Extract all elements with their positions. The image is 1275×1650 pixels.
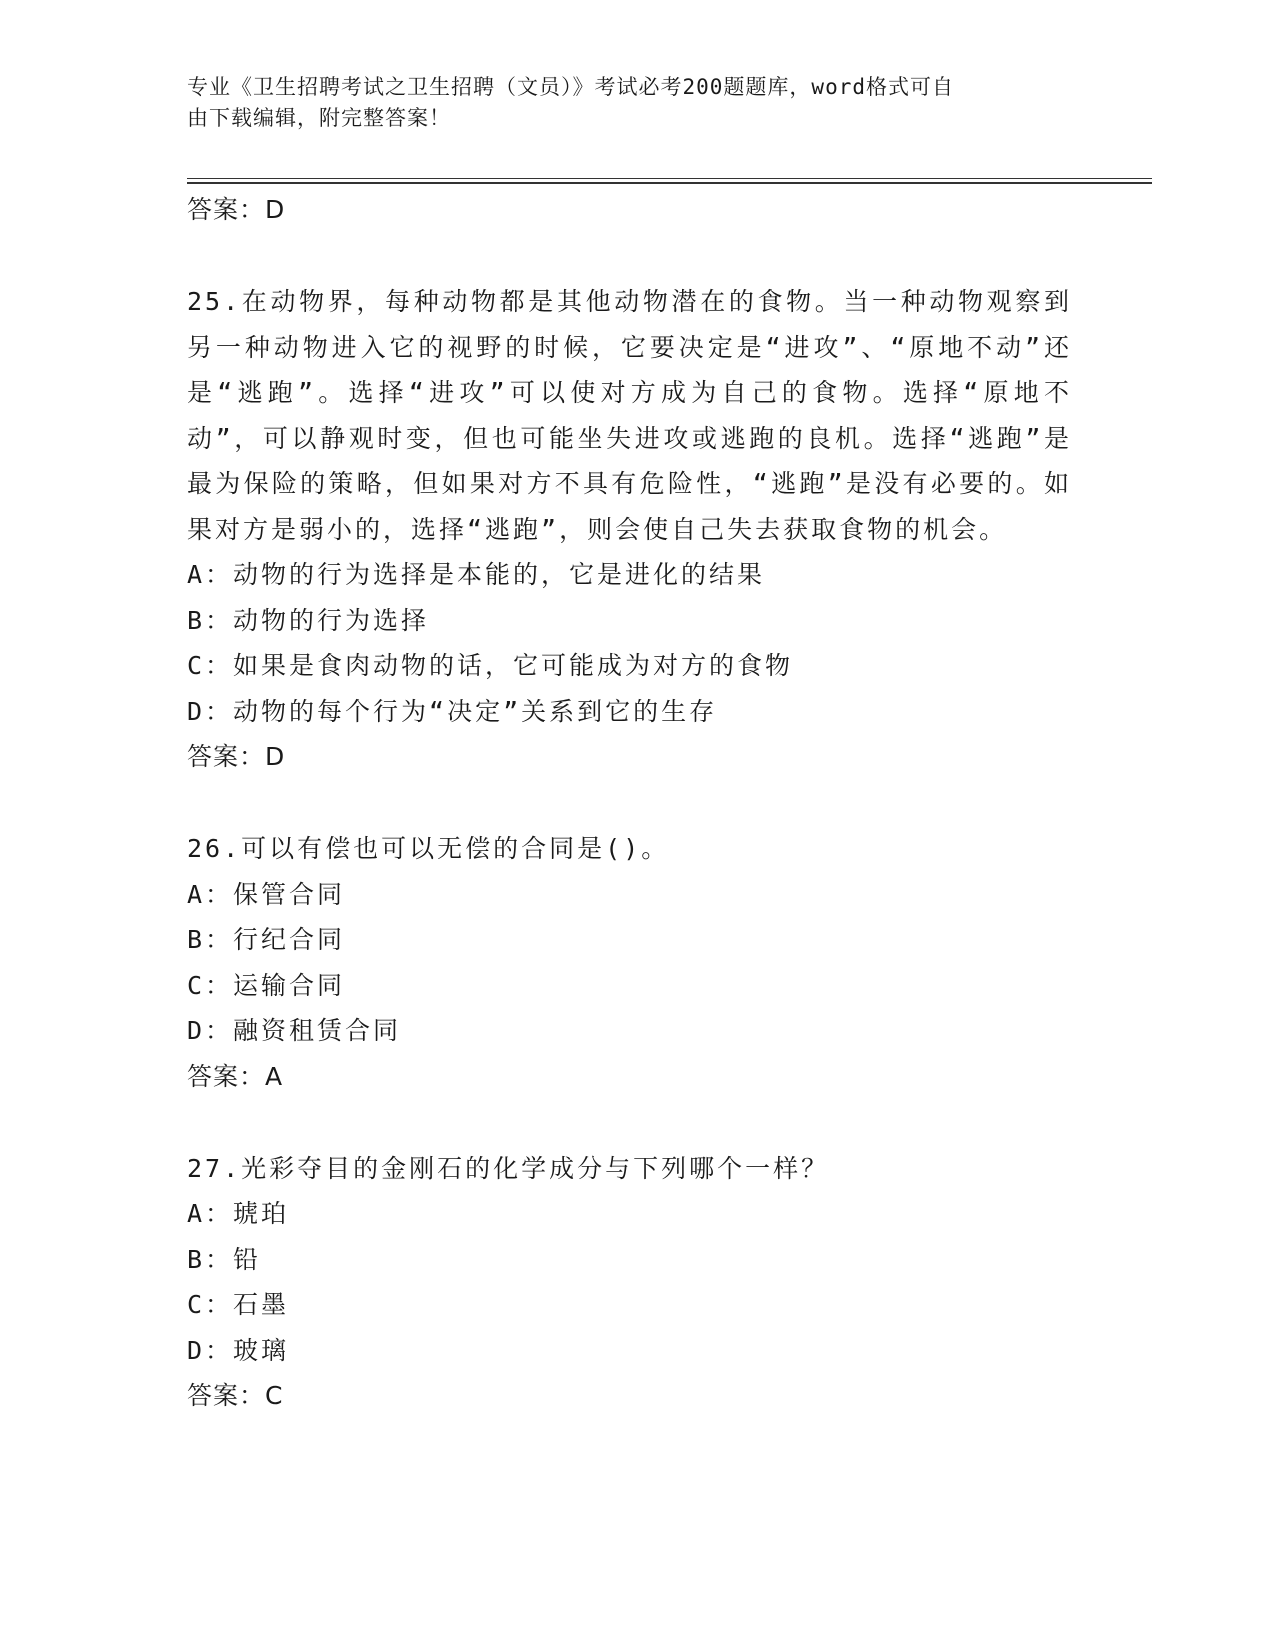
option-d: D：融资租赁合同 — [187, 1016, 402, 1045]
option-c: C：如果是食肉动物的话，它可能成为对方的食物 — [187, 651, 794, 680]
spacer — [187, 780, 1087, 826]
option-d: D：玻璃 — [187, 1335, 290, 1365]
option-b: B：动物的行为选择 — [187, 605, 430, 635]
answer-line: 答案：C — [187, 1381, 284, 1410]
question-list — [187, 187, 1087, 1419]
question-25 — [187, 279, 1087, 780]
question-stem: 25.在动物界，每种动物都是其他动物潜在的食物。当一种动物观察到另一种动物进入它的视野的时候，它要决定是“进攻”、“原地不动”还是“逃跑”。选择“进攻”可以使对方成为自己的食物。选择“原地不动”，可以静观时变，但也可能坐失进攻或逃跑的良机。选择“逃跑”是最为保险的策略，但如果对方不具有危险性，“逃跑”是没有必要的。如果对方是弱小的，选择“逃跑”，则会使自己失去获取食物的机会。 — [187, 287, 1072, 544]
page-header — [187, 72, 1067, 134]
option-a: A：保管合同 — [187, 879, 346, 909]
option-b: B：行纪合同 — [187, 925, 346, 954]
option-b: B：铅 — [187, 1244, 262, 1274]
option-c: C：石墨 — [187, 1290, 290, 1319]
option-a: A：琥珀 — [187, 1199, 290, 1228]
answer-line: 答案：A — [187, 1061, 284, 1091]
question-stem: 26.可以有偿也可以无偿的合同是()。 — [187, 834, 670, 863]
option-a: A：动物的行为选择是本能的，它是进化的结果 — [187, 560, 766, 589]
header-line-1: 专业《卫生招聘考试之卫生招聘（文员）》考试必考200题题库，word格式可自 — [187, 75, 954, 99]
header-line-2: 由下载编辑，附完整答案！ — [187, 106, 451, 130]
question-27 — [187, 1146, 1087, 1420]
question-stem: 27.光彩夺目的金刚石的化学成分与下列哪个一样？ — [187, 1153, 830, 1183]
header-rule-thick — [187, 182, 1152, 184]
option-d: D：动物的每个行为“决定”关系到它的生存 — [187, 696, 718, 726]
spacer — [187, 1100, 1087, 1146]
previous-answer: 答案：D — [187, 195, 286, 224]
header-rule-thin — [187, 178, 1152, 179]
spacer — [187, 233, 1087, 279]
option-c: C：运输合同 — [187, 970, 346, 1000]
question-26 — [187, 826, 1087, 1100]
answer-line: 答案：D — [187, 742, 286, 771]
